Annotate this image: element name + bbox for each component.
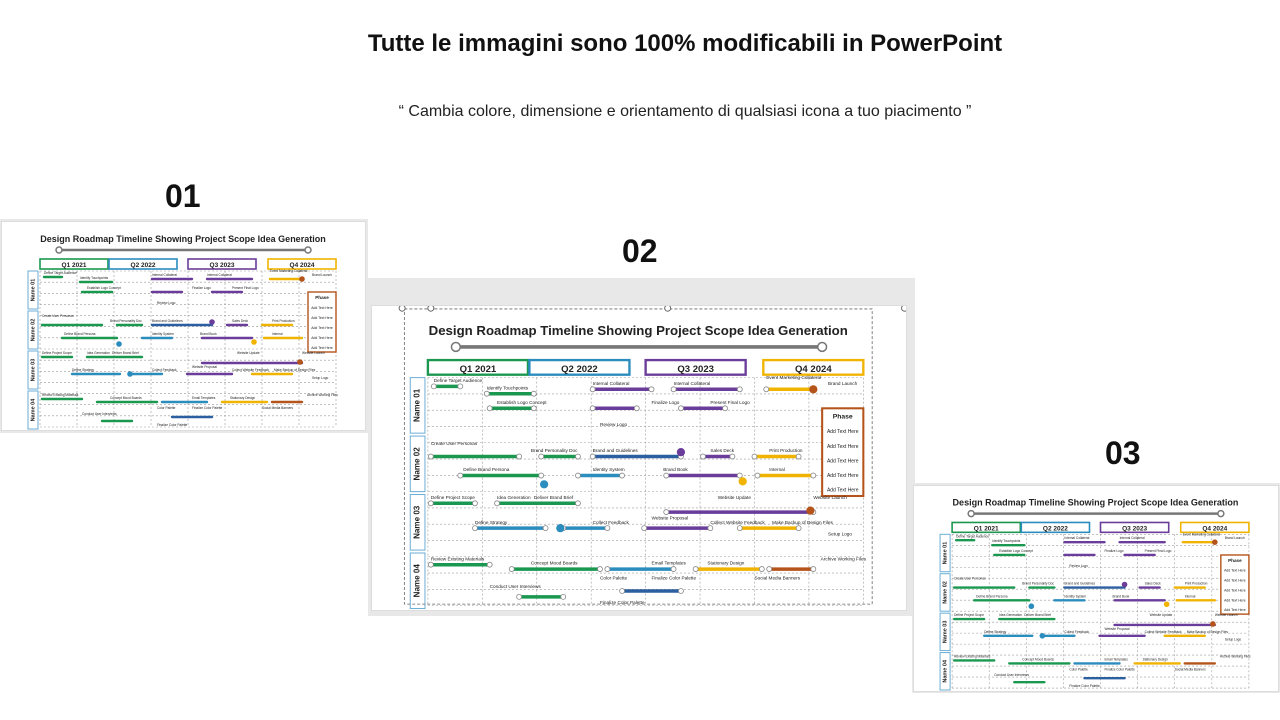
task-label: Internal Collateral — [592, 380, 630, 386]
handle-icon — [472, 526, 477, 531]
task-label: Define Project Scope — [430, 494, 475, 500]
quarter-label: Q4 2024 — [1202, 525, 1228, 533]
task-label: Review Existing Materials — [42, 393, 79, 397]
phase-item: Add Text Here — [1224, 568, 1246, 573]
task-label: Establish Logo Concept — [497, 399, 547, 405]
resize-handle-icon — [428, 306, 434, 311]
handle-icon — [543, 526, 548, 531]
task-label: Make Backup of Design Files — [772, 519, 833, 525]
timeline-start-icon — [968, 511, 974, 517]
task-label: Conduct User Interviews — [994, 673, 1029, 678]
phase-item: Add Text Here — [826, 458, 859, 465]
handle-icon — [708, 526, 713, 531]
task-label: Define Project Scope — [42, 351, 72, 355]
task-label: Finalize Color Palette — [192, 406, 223, 410]
milestone-icon — [556, 524, 564, 532]
phase-item: Add Text Here — [1224, 608, 1246, 613]
phase-item: Add Text Here — [1224, 588, 1246, 593]
row-label: Name 02 — [942, 581, 949, 604]
task-label: Finalize Logo — [192, 286, 211, 290]
task-label: Website Launch — [302, 351, 325, 355]
task-label: Setup Logo — [1224, 637, 1242, 642]
phase-item: Add Text Here — [311, 346, 333, 350]
task-label: Email Templates — [192, 396, 216, 400]
task-label: Brand and Guidelines — [152, 319, 183, 323]
milestone-icon — [297, 359, 303, 365]
handle-icon — [561, 594, 566, 599]
task-label: Collect Feedback — [152, 368, 177, 372]
phase-title: Phase — [832, 413, 853, 421]
task-label: Social Media Banners — [262, 406, 294, 410]
page-title: Tutte le immagini sono 100% modificabili in PowerPoint — [367, 30, 1003, 57]
phase-item: Add Text Here — [826, 443, 859, 450]
task-label: Define Target Audience — [956, 534, 990, 539]
task-label: Internal — [272, 332, 283, 336]
roadmap-thumbnail-03[interactable] — [914, 486, 1278, 691]
task-label: Idea Generation — [999, 613, 1023, 618]
handle-icon — [590, 406, 595, 411]
handle-icon — [517, 454, 522, 459]
handle-icon — [539, 473, 544, 478]
phase-title: Phase — [315, 295, 329, 300]
task-label: Finalize Color Palette — [157, 423, 188, 427]
row-label: Name 01 — [942, 541, 949, 565]
quarter-label: Q2 2022 — [130, 262, 156, 269]
task-label: Website Update — [237, 351, 260, 355]
handle-icon — [458, 384, 463, 389]
task-label: Review Existing Materials — [954, 654, 991, 659]
milestone-icon — [1212, 539, 1218, 545]
task-label: Brand Launch — [828, 380, 858, 386]
task-label: Finalize Color Palette — [651, 575, 697, 581]
milestone-icon — [739, 477, 747, 485]
task-label: Internal Collateral — [152, 273, 177, 277]
handle-icon — [605, 567, 610, 572]
resize-handle-icon — [665, 306, 671, 311]
handle-icon — [693, 567, 698, 572]
task-label: Finalize Color Palette — [1069, 684, 1100, 689]
handle-icon — [700, 454, 705, 459]
roadmap-title: Design Roadmap Timeline Showing Project Scope Idea Generation — [952, 497, 1239, 508]
task-label: Brand Personality Doc — [530, 448, 578, 454]
task-label: Brand Book — [1112, 594, 1130, 599]
task-label: Define Target Audience — [433, 378, 483, 383]
row-label: Name 01 — [412, 388, 422, 423]
handle-icon — [737, 387, 742, 392]
task-label: Idea Generation — [497, 494, 531, 500]
task-label: Archive Working Files — [820, 556, 866, 562]
task-label: Define Brand Persona — [463, 467, 510, 473]
task-label: Deliver Brand Brief — [1024, 613, 1052, 618]
phase-item: Add Text Here — [1224, 578, 1246, 583]
task-label: Social Media Banners — [1174, 667, 1206, 672]
task-label: Finalize Color Palette — [600, 600, 645, 606]
task-label: Internal Collateral — [207, 273, 232, 277]
handle-icon — [575, 501, 580, 506]
handle-icon — [664, 510, 669, 515]
handle-icon — [531, 406, 536, 411]
task-label: Present Final Logo — [232, 286, 259, 290]
task-label: Brand Launch — [312, 273, 332, 277]
task-label: Review Logo — [157, 301, 176, 305]
handle-icon — [752, 454, 757, 459]
task-label: Sales Deck — [1144, 581, 1161, 586]
task-label: Identify Touchpoints — [486, 385, 529, 391]
timeline-end-icon — [1218, 511, 1224, 517]
phase-box — [1221, 555, 1249, 614]
task-label: Brand and Guidelines — [592, 448, 638, 454]
handle-icon — [671, 387, 676, 392]
handle-icon — [575, 454, 580, 459]
task-label: Create User Personas — [430, 440, 478, 446]
phase-box — [308, 292, 336, 352]
timeline-start-icon — [451, 343, 460, 352]
timeline-end-icon — [305, 247, 311, 253]
handle-icon — [539, 454, 544, 459]
task-label: Internal Collateral — [1064, 536, 1090, 541]
task-label: Review Logo — [600, 421, 628, 427]
task-label: Website Launch — [1214, 613, 1238, 618]
task-label: Define Brand Persona — [976, 594, 1008, 599]
timeline-end-icon — [818, 343, 827, 352]
row-label: Name 04 — [30, 398, 37, 422]
handle-icon — [487, 406, 492, 411]
task-label: Website Proposal — [1104, 626, 1130, 631]
handle-icon — [796, 454, 801, 459]
handle-icon — [428, 562, 433, 567]
row-label: Name 03 — [30, 358, 37, 382]
task-label: Internal Collateral — [1119, 536, 1145, 541]
roadmap-svg — [372, 306, 906, 610]
handle-icon — [671, 567, 676, 572]
handle-icon — [458, 473, 463, 478]
task-label: Stationary Design — [1142, 657, 1168, 662]
task-label: Collect Website Feedback — [710, 519, 765, 525]
handle-icon — [487, 562, 492, 567]
handle-icon — [605, 526, 610, 531]
task-label: Concept Mood Boards — [1022, 657, 1055, 662]
task-label: Define Target Audience — [44, 271, 77, 275]
roadmap-title: Design Roadmap Timeline Showing Project Scope Idea Generation — [428, 323, 848, 339]
handle-icon — [678, 589, 683, 594]
milestone-icon — [809, 385, 817, 393]
task-label: Define Strategy — [72, 368, 94, 372]
handle-icon — [723, 406, 728, 411]
task-label: Brand Personality Doc — [110, 319, 142, 323]
task-label: Archive Working Files — [307, 393, 338, 397]
task-label: Define Brand Persona — [64, 332, 96, 336]
handle-icon — [678, 406, 683, 411]
milestone-icon — [1040, 633, 1046, 639]
task-label: Event Marketing Collateral — [270, 269, 308, 273]
phase-item: Add Text Here — [826, 473, 859, 479]
task-label: Color Palette — [600, 575, 628, 581]
milestone-icon — [806, 506, 814, 514]
row-label: Name 03 — [942, 620, 949, 644]
milestone-icon — [209, 319, 215, 325]
handle-icon — [431, 384, 436, 389]
quarter-label: Q3 2023 — [677, 363, 714, 375]
task-label: Print Production — [272, 319, 295, 323]
handle-icon — [811, 567, 816, 572]
roadmap-svg — [2, 222, 365, 430]
resize-handle-icon — [902, 306, 906, 311]
task-label: Archive Working Files — [1219, 654, 1251, 659]
handle-icon — [811, 473, 816, 478]
quarter-label: Q3 2023 — [1122, 525, 1148, 533]
task-label: Concept Mood Boards — [530, 560, 578, 566]
row-label: Name 04 — [942, 659, 949, 683]
phase-item: Add Text Here — [311, 306, 333, 310]
quarter-label: Q1 2021 — [973, 525, 999, 533]
milestone-icon — [677, 448, 685, 456]
task-label: Conduct User Interviews — [489, 584, 541, 590]
handle-icon — [531, 391, 536, 396]
task-label: Stationary Design — [230, 396, 256, 400]
phase-item: Add Text Here — [1224, 598, 1246, 603]
phase-item: Add Text Here — [311, 336, 333, 340]
page-subtitle: “ Cambia colore, dimensione e orientamento di qualsiasi icona a tuo piacimento ” — [398, 103, 972, 120]
task-label: Identify Touchpoints — [80, 276, 109, 280]
task-label: Setup Logo — [312, 376, 329, 380]
quarter-label: Q1 2021 — [459, 363, 497, 375]
task-label: Stationary Design — [707, 560, 745, 566]
label-03: 03 — [1105, 435, 1141, 471]
task-label: Collect Feedback — [1064, 629, 1090, 634]
task-label: Finalize Logo — [1104, 549, 1124, 554]
task-label: Conduct User Interviews — [82, 412, 117, 416]
roadmap-thumbnail-02[interactable] — [372, 306, 906, 610]
task-label: Review Logo — [1069, 563, 1088, 568]
phase-box — [822, 408, 863, 496]
task-label: Present Final Logo — [710, 399, 750, 405]
task-label: Sales Deck — [710, 448, 735, 454]
task-label: Create User Personas — [954, 576, 986, 581]
task-label: Finalize Logo — [651, 399, 680, 405]
task-label: Create User Personas — [42, 314, 74, 318]
handle-icon — [484, 391, 489, 396]
task-label: Concept Mood Boards — [110, 396, 142, 400]
handle-icon — [737, 526, 742, 531]
roadmap-svg — [914, 486, 1278, 691]
task-label: Brand Personality Doc — [1022, 581, 1055, 586]
roadmap-thumbnail-01[interactable] — [2, 222, 365, 430]
task-label: Define Project Scope — [954, 613, 985, 618]
task-label: Website Proposal — [651, 515, 689, 521]
task-label: Brand and Guidelines — [1064, 581, 1096, 586]
phase-title: Phase — [1228, 557, 1242, 563]
quarter-label: Q3 2023 — [209, 262, 235, 269]
handle-icon — [598, 567, 603, 572]
handle-icon — [517, 594, 522, 599]
phase-item: Add Text Here — [311, 316, 333, 320]
handle-icon — [737, 473, 742, 478]
task-label: Brand Book — [663, 467, 688, 473]
milestone-icon — [251, 339, 257, 345]
task-label: Website Launch — [813, 494, 847, 500]
task-label: Make Backup of Design Files — [1186, 629, 1229, 634]
task-label: Sales Deck — [232, 319, 249, 323]
handle-icon — [620, 589, 625, 594]
milestone-icon — [299, 276, 305, 282]
milestone-icon — [1210, 621, 1216, 627]
handle-icon — [642, 526, 647, 531]
task-label: Collect Website Feedback — [1144, 629, 1182, 634]
task-label: Identity System — [1064, 594, 1087, 599]
handle-icon — [634, 406, 639, 411]
task-label: Color Palette — [157, 406, 176, 410]
task-label: Email Templates — [651, 560, 686, 566]
row-label: Name 03 — [412, 505, 422, 539]
task-label: Finalize Color Palette — [1104, 667, 1135, 672]
task-label: Define Strategy — [474, 519, 508, 525]
task-label: Print Production — [1184, 581, 1208, 586]
task-label: Make Backup of Design Files — [274, 368, 316, 372]
row-label: Name 02 — [412, 447, 422, 481]
task-label: Internal — [769, 467, 785, 473]
row-label: Name 02 — [30, 318, 37, 342]
phase-item: Add Text Here — [826, 429, 859, 436]
phase-item: Add Text Here — [311, 326, 333, 330]
task-label: Website Update — [717, 494, 751, 500]
resize-handle-icon — [399, 306, 405, 311]
milestone-icon — [1164, 601, 1170, 607]
handle-icon — [649, 387, 654, 392]
task-label: Define Strategy — [984, 629, 1007, 634]
milestone-icon — [127, 371, 133, 377]
handle-icon — [590, 454, 595, 459]
task-label: Event Marketing Collateral — [1182, 532, 1221, 537]
handle-icon — [767, 567, 772, 572]
task-label: Brand Launch — [1224, 536, 1245, 541]
quarter-label: Q4 2024 — [289, 262, 315, 269]
task-label: Brand Book — [200, 332, 217, 336]
task-label: Establish Logo Concept — [87, 286, 121, 290]
task-label: Identify Touchpoints — [992, 539, 1021, 544]
quarter-label: Q1 2021 — [61, 262, 87, 269]
task-label: Identity System — [592, 467, 625, 473]
task-label: Color Palette — [1069, 667, 1088, 672]
handle-icon — [796, 526, 801, 531]
milestone-icon — [116, 341, 122, 347]
task-label: Collect Feedback — [592, 519, 629, 525]
task-label: Internal — [1184, 594, 1196, 599]
phase-item: Add Text Here — [826, 487, 859, 494]
handle-icon — [730, 454, 735, 459]
task-label: Print Production — [769, 448, 803, 454]
row-label: Name 04 — [412, 564, 422, 598]
task-label: Present Final Logo — [1144, 549, 1172, 554]
task-label: Review Existing Materials — [430, 556, 485, 562]
label-02: 02 — [622, 233, 658, 269]
handle-icon — [664, 473, 669, 478]
task-label: Deliver Brand Brief — [112, 351, 139, 355]
handle-icon — [759, 567, 764, 572]
roadmap-title: Design Roadmap Timeline Showing Project Scope Idea Generation — [40, 234, 326, 244]
handle-icon — [590, 387, 595, 392]
handle-icon — [509, 567, 514, 572]
task-label: Collect Website Feedback — [232, 368, 269, 372]
handle-icon — [575, 473, 580, 478]
task-label: Social Media Banners — [754, 575, 801, 581]
handle-icon — [495, 501, 500, 506]
task-label: Website Proposal — [192, 365, 217, 369]
handle-icon — [428, 454, 433, 459]
handle-icon — [764, 387, 769, 392]
handle-icon — [620, 473, 625, 478]
quarter-label: Q2 2022 — [561, 363, 598, 375]
handle-icon — [428, 501, 433, 506]
task-label: Establish Logo Concept — [999, 549, 1033, 554]
milestone-icon — [1122, 582, 1128, 588]
task-label: Email Templates — [1104, 657, 1128, 662]
task-label: Setup Logo — [828, 531, 853, 537]
task-label: Deliver Brand Brief — [533, 494, 574, 500]
quarter-label: Q2 2022 — [1042, 525, 1068, 533]
handle-icon — [472, 501, 477, 506]
quarter-label: Q4 2024 — [795, 363, 832, 375]
handle-icon — [755, 473, 760, 478]
milestone-icon — [1029, 603, 1035, 609]
task-label: Event Marketing Collateral — [766, 375, 822, 381]
row-label: Name 01 — [30, 278, 37, 302]
task-label: Idea Generation — [87, 351, 110, 355]
task-label: Website Update — [1149, 613, 1173, 618]
label-01: 01 — [165, 178, 201, 214]
task-label: Identity System — [152, 332, 174, 336]
task-label: Internal Collateral — [673, 380, 711, 386]
timeline-start-icon — [56, 247, 62, 253]
milestone-icon — [540, 480, 548, 488]
